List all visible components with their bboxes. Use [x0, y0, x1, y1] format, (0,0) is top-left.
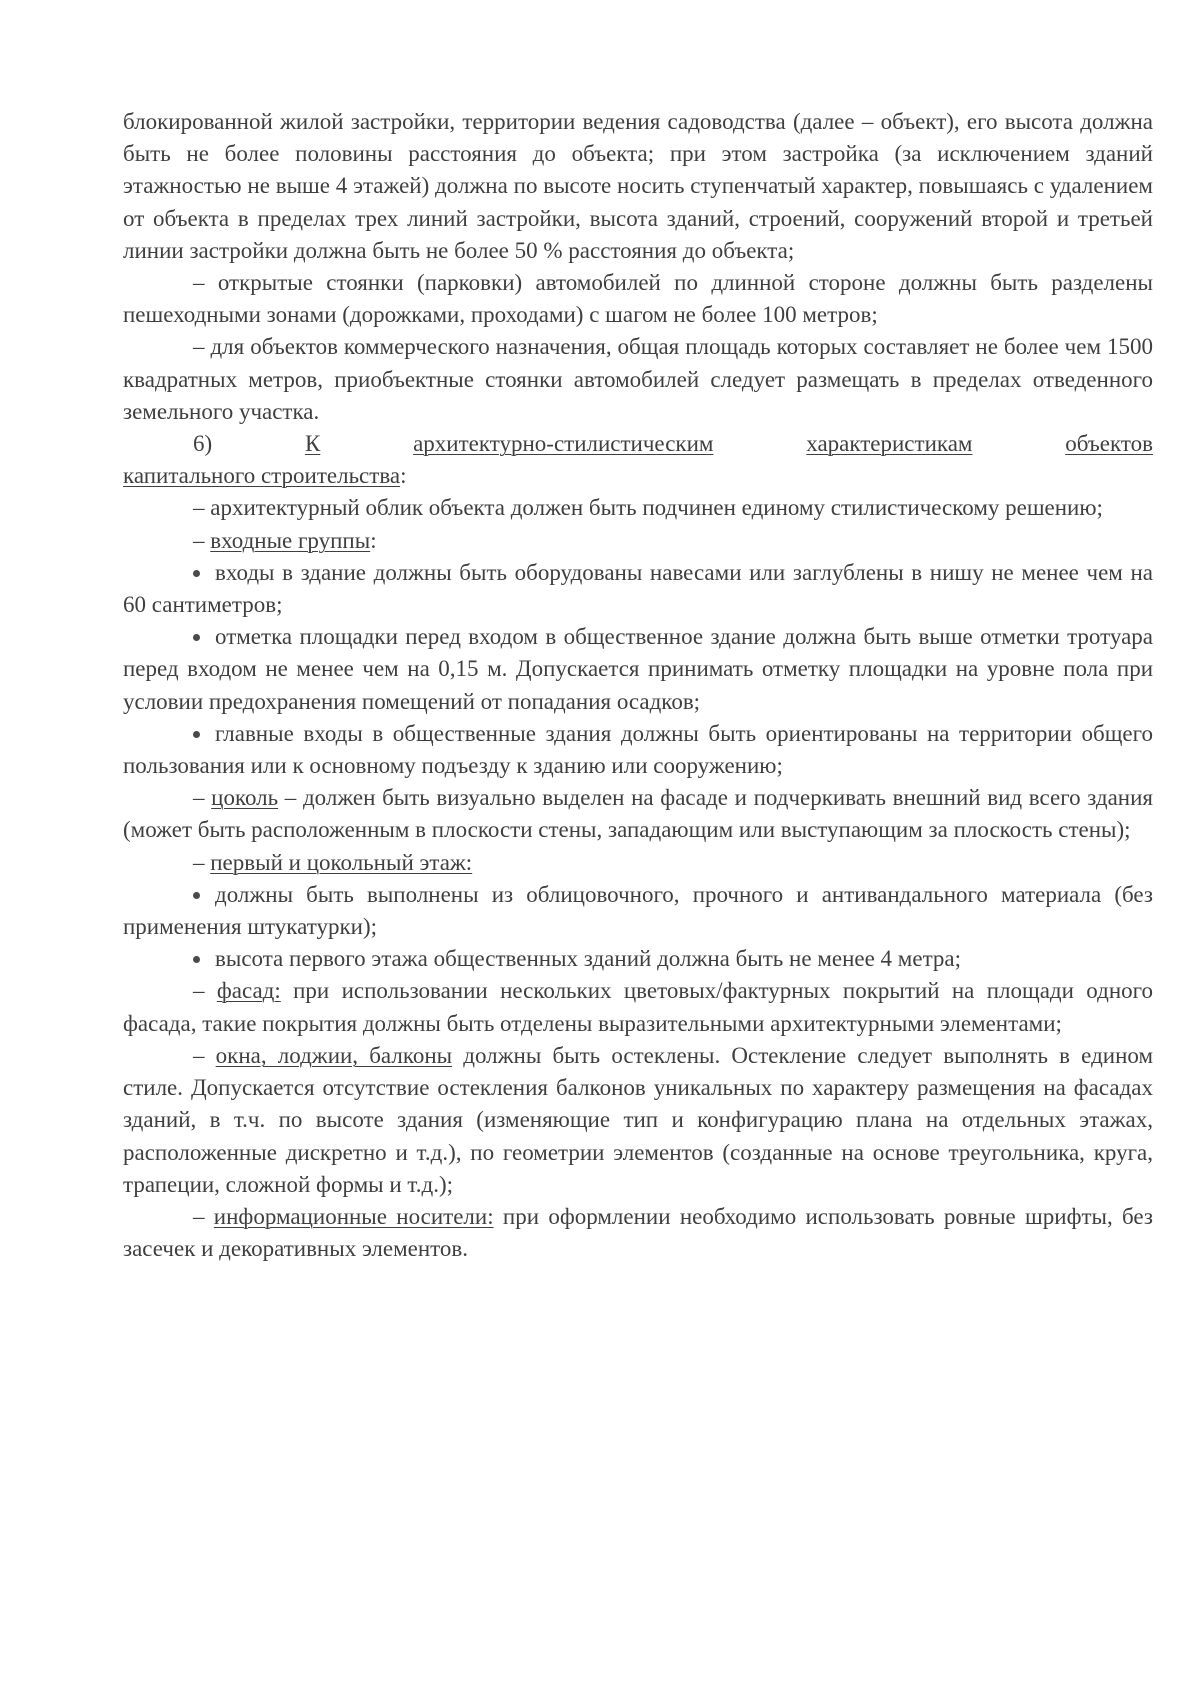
paragraph-body: при использовании нескольких цветовых/фактурных покрытий на площади одного фасада, такие покрытия должны быть отделены выразительными архитектурными элементами; [123, 978, 1154, 1036]
subheading-text: информационные носители: [213, 1203, 494, 1229]
section-heading-continuation [123, 460, 1153, 492]
bullet-text: входы в здание должны быть оборудованы навесами или заглублены в нишу не менее чем на 60 сантиметров; [123, 559, 1153, 618]
subheading-text: цоколь [211, 785, 279, 811]
paragraph-windows-balconies [123, 1040, 1153, 1201]
bullet-text: отметка площадки перед входом в общественное здание должна быть выше отметки тротуара перед входом не менее чем на 0,15 м. Допускается принимать отметку площадки на уровне пола при условии предохранения помещений от попадания осадков; [123, 624, 1153, 714]
paragraph-body: при оформлении необходимо использовать ровные шрифты, без засечек и декоративных элементов. [123, 1203, 1154, 1262]
bullet-item-main-entrances [123, 718, 1153, 782]
subheading-text: фасад: [216, 978, 281, 1004]
bullet-item-platform-level [123, 621, 1153, 718]
bullet-item-first-floor-height [123, 943, 1153, 975]
bullet-text: главные входы в общественные здания должны быть ориентированы на территории общего пользования или к основному подъезду к зданию или сооружению; [123, 720, 1153, 779]
paragraph-body: должны быть остеклены. Остекление следует выполнять в едином стиле. Допускается отсутствие остекления балконов уникальных по характеру размещения на фасадах зданий, в т.ч. по высоте здания (изменяющие тип и конфигурацию плана на отдельных этажах, расположенные дискретно и т.д.), по геометрии элементов (созданные на основе треугольника, круга, трапеции, сложной формы и т.д.); [123, 1042, 1154, 1197]
subheading-entrance-groups [123, 525, 1153, 557]
section-heading-colon: : [400, 463, 407, 489]
section-heading-line [123, 428, 1153, 460]
dash: – [193, 978, 217, 1004]
section-number: 6) [193, 431, 213, 457]
paragraph-info-carriers [123, 1201, 1153, 1265]
document-page [123, 106, 1153, 1265]
bullet-item-canopies [123, 557, 1153, 621]
section-heading-word: архитектурно-стилистическим [413, 431, 714, 457]
paragraph-building-height: блокированной жилой застройки, территории ведения садоводства (далее – объект), его высота должна быть не более половины расстояния до объекта; при этом застройка (за исключением зданий этажностью не выше 4 этажей) должна по высоте носить ступенчатый характер, повышаясь с удалением от объекта в пределах трех линий застройки, высота зданий, строений, сооружений второй и третьей линии застройки должна быть не более 50 % расстояния до объекта; [123, 109, 1153, 263]
paragraph-architectural-style: – архитектурный облик объекта должен быть подчинен единому стилистическому решению; [193, 495, 1103, 521]
section-heading-text: капитального строительства [123, 463, 401, 489]
paragraph-plinth [123, 782, 1153, 846]
bullet-text: должны быть выполнены из облицовочного, прочного и антивандального материала (без применения штукатурки); [123, 881, 1153, 940]
bullet-icon [193, 718, 215, 750]
dash: – [193, 785, 212, 811]
section-heading-word: объектов [1065, 431, 1153, 457]
subheading-first-floor [123, 847, 1153, 879]
bullet-icon [193, 557, 215, 589]
subheading-colon: : [370, 527, 377, 553]
subheading-text: окна, лоджии, балконы [215, 1042, 453, 1068]
dash: – [193, 1042, 216, 1068]
bullet-icon [193, 621, 215, 653]
bullet-item-facing-material [123, 879, 1153, 943]
subheading-text: входные группы [210, 527, 371, 553]
subheading-text: первый и цокольный этаж: [210, 849, 473, 875]
section-heading-word: К [304, 431, 321, 457]
paragraph-commercial-parking: – для объектов коммерческого назначения, общая площадь которых составляет не более чем 1500 квадратных метров, приобъектные стоянки автомобилей следует размещать в пределах отведенного земельного участка. [123, 334, 1153, 424]
dash: – [193, 849, 211, 875]
paragraph-body: – должен быть визуально выделен на фасаде и подчеркивать внешний вид всего здания (может быть расположенным в плоскости стены, западающим или выступающим за плоскость стены); [123, 785, 1153, 843]
bullet-icon [193, 879, 215, 911]
section-heading-architecture [123, 428, 1153, 492]
paragraph-parking-zones: – открытые стоянки (парковки) автомобилей по длинной стороне должны быть разделены пешеходными зонами (дорожками, проходами) с шагом не более 100 метров; [123, 270, 1153, 328]
bullet-icon [193, 943, 215, 975]
bullet-text: высота первого этажа общественных зданий должна быть не менее 4 метра; [215, 946, 961, 972]
paragraph-facade [123, 975, 1153, 1039]
dash: – [193, 527, 211, 553]
dash: – [193, 1203, 214, 1229]
section-heading-word: характеристикам [806, 431, 973, 457]
